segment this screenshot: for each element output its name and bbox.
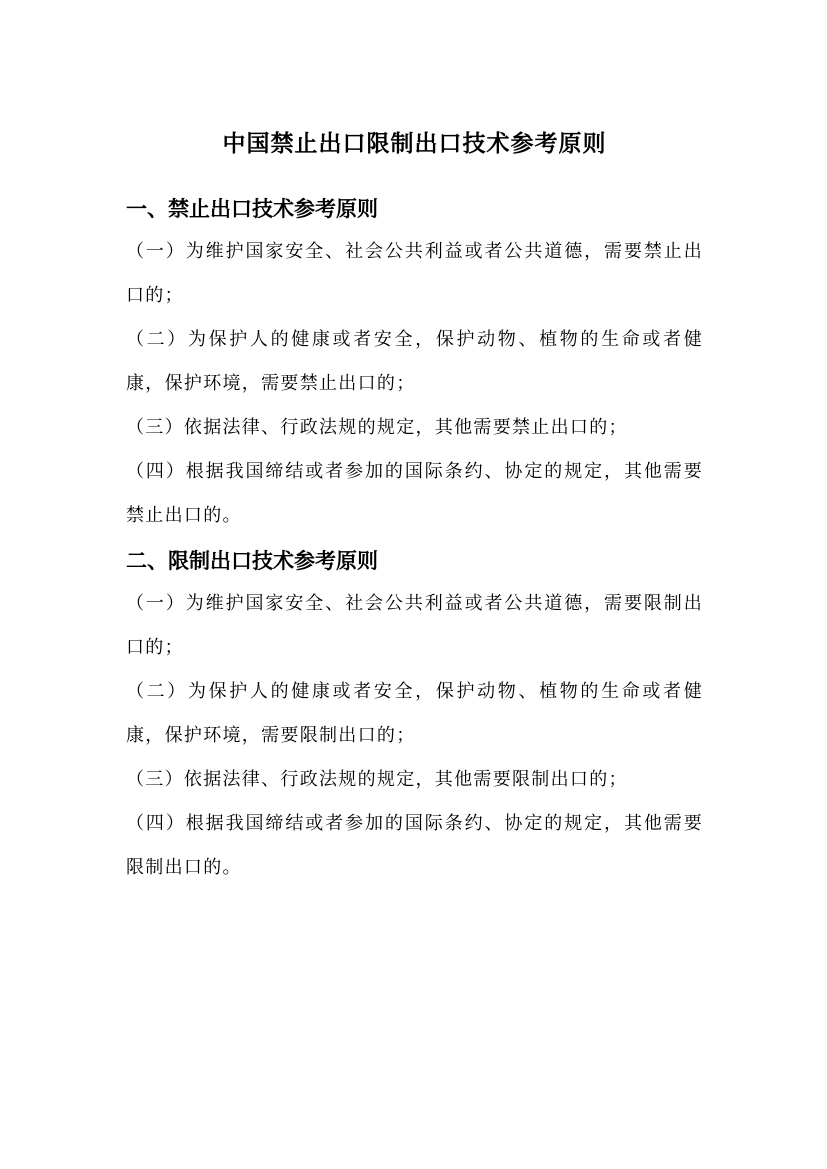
paragraph-item: （一）为维护国家安全、社会公共利益或者公共道德，需要限制出口的； <box>126 593 703 658</box>
paragraph-item: （四）根据我国缔结或者参加的国际条约、协定的规定，其他需要限制出口的。 <box>126 813 703 878</box>
section-restricted-export <box>126 546 703 890</box>
document-title: 中国禁止出口限制出口技术参考原则 <box>222 131 607 157</box>
paragraph-item: （二）为保护人的健康或者安全，保护动物、植物的生命或者健康，保护环境，需要禁止出口的； <box>126 329 703 394</box>
paragraph-item: （四）根据我国缔结或者参加的国际条约、协定的规定，其他需要禁止出口的。 <box>126 461 703 526</box>
paragraph-item: （二）为保护人的健康或者安全，保护动物、植物的生命或者健康，保护环境，需要限制出口的； <box>126 681 703 746</box>
section-prohibited-export <box>126 194 703 538</box>
section-heading-prohibited: 一、禁止出口技术参考原则 <box>126 197 378 221</box>
paragraph-item: （三）依据法律、行政法规的规定，其他需要禁止出口的； <box>126 417 628 438</box>
paragraph-item: （三）依据法律、行政法规的规定，其他需要限制出口的； <box>126 769 628 790</box>
section-heading-restricted: 二、限制出口技术参考原则 <box>126 549 378 573</box>
paragraph-item: （一）为维护国家安全、社会公共利益或者公共道德，需要禁止出口的； <box>126 241 703 306</box>
